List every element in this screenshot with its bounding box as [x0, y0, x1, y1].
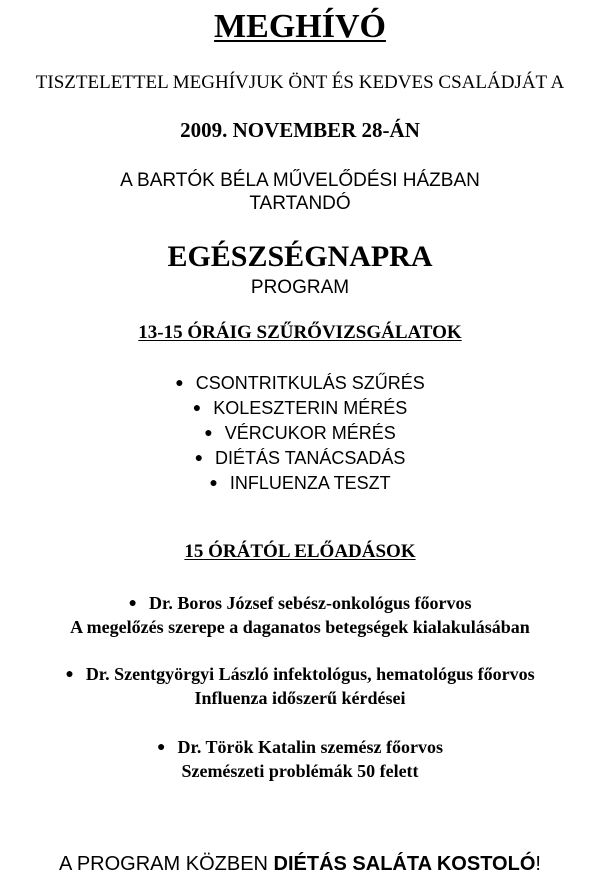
- screening-item-label: CSONTRITKULÁS SZŰRÉS: [195, 373, 425, 393]
- bullet-icon: ●: [209, 474, 218, 490]
- lecture-speaker-label: Dr. Szentgyörgyi László infektológus, hematológus főorvos: [85, 664, 535, 684]
- screening-item: [0, 473, 600, 494]
- screening-item: [0, 398, 600, 419]
- event-name: EGÉSZSÉGNAPRA: [167, 240, 433, 273]
- bullet-icon: ●: [194, 449, 204, 465]
- lecture-speaker-label: Dr. Török Katalin szemész főorvos: [177, 737, 443, 757]
- screening-item-label: DIÉTÁS TANÁCSADÁS: [215, 448, 406, 468]
- lecture-topic: Influenza időszerű kérdései: [194, 688, 406, 708]
- screening-item: [0, 373, 600, 394]
- footer-suffix: !: [535, 853, 541, 875]
- screening-item-label: INFLUENZA TESZT: [229, 473, 391, 493]
- bullet-icon: ●: [65, 667, 74, 682]
- bullet-icon: ●: [157, 740, 166, 755]
- screening-item: [0, 448, 600, 469]
- venue-line-2: TARTANDÓ: [249, 193, 351, 214]
- screening-item-label: VÉRCUKOR MÉRÉS: [224, 423, 396, 443]
- footer-prefix: A PROGRAM KÖZBEN: [59, 853, 274, 875]
- footer-note: [0, 853, 600, 876]
- lecture-speaker: [0, 593, 600, 614]
- bullet-icon: ●: [175, 374, 184, 390]
- program-label: PROGRAM: [250, 277, 350, 298]
- event-date: 2009. NOVEMBER 28-ÁN: [180, 118, 420, 142]
- lecture-speaker-label: Dr. Boros József sebész-onkológus főorvos: [148, 593, 472, 613]
- invitation-title: MEGHÍVÓ: [214, 8, 386, 45]
- lecture-topic: A megelőzés szerepe a daganatos betegségek kialakulásában: [70, 617, 530, 637]
- bullet-icon: ●: [192, 399, 202, 415]
- lecture-speaker: [0, 737, 600, 758]
- venue-line-1: A BARTÓK BÉLA MŰVELŐDÉSI HÁZBAN: [120, 170, 480, 191]
- screening-item: [0, 423, 600, 444]
- screenings-heading: 13-15 ÓRÁIG SZŰRŐVIZSGÁLATOK: [138, 322, 462, 343]
- invitation-intro: TISZTELETTEL MEGHÍVJUK ÖNT ÉS KEDVES CSALÁDJÁT A: [35, 72, 565, 93]
- screening-item-label: KOLESZTERIN MÉRÉS: [213, 398, 408, 418]
- bullet-icon: ●: [204, 424, 213, 440]
- bullet-icon: ●: [128, 596, 137, 611]
- lectures-heading: 15 ÓRÁTÓL ELŐADÁSOK: [184, 541, 416, 562]
- lecture-speaker: [0, 664, 600, 685]
- lecture-topic: Szemészeti problémák 50 felett: [181, 761, 419, 781]
- footer-highlight: DIÉTÁS SALÁTA KOSTOLÓ: [273, 853, 536, 875]
